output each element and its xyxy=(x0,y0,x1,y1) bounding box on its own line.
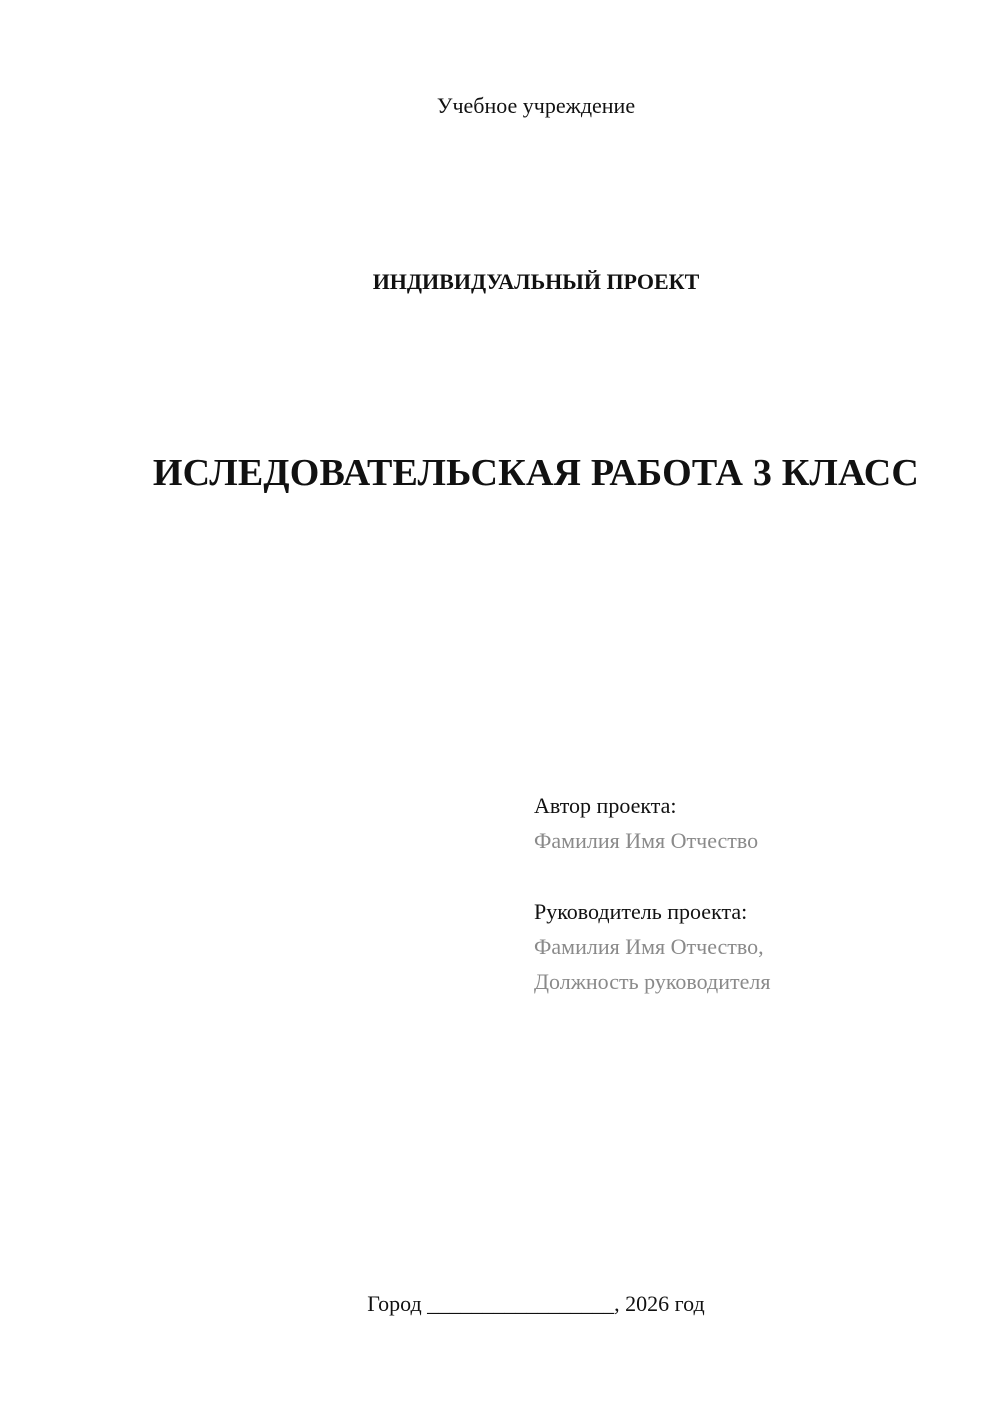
institution-name: Учебное учреждение xyxy=(436,93,636,118)
city-year-line: Город _________________, 2026 год xyxy=(367,1291,705,1316)
author-name: Фамилия Имя Отчество xyxy=(534,828,759,853)
supervisor-name: Фамилия Имя Отчество, xyxy=(534,934,764,959)
credits-block xyxy=(534,788,974,999)
supervisor-label: Руководитель проекта: xyxy=(534,899,748,924)
author-label: Автор проекта: xyxy=(534,793,677,818)
supervisor-position: Должность руководителя xyxy=(534,969,771,994)
project-type: ИНДИВИДУАЛЬНЫЙ ПРОЕКТ xyxy=(372,269,700,294)
document-title: ИСЛЕДОВАТЕЛЬСКАЯ РАБОТА 3 КЛАСС xyxy=(152,452,920,494)
credits-spacer xyxy=(534,858,974,894)
